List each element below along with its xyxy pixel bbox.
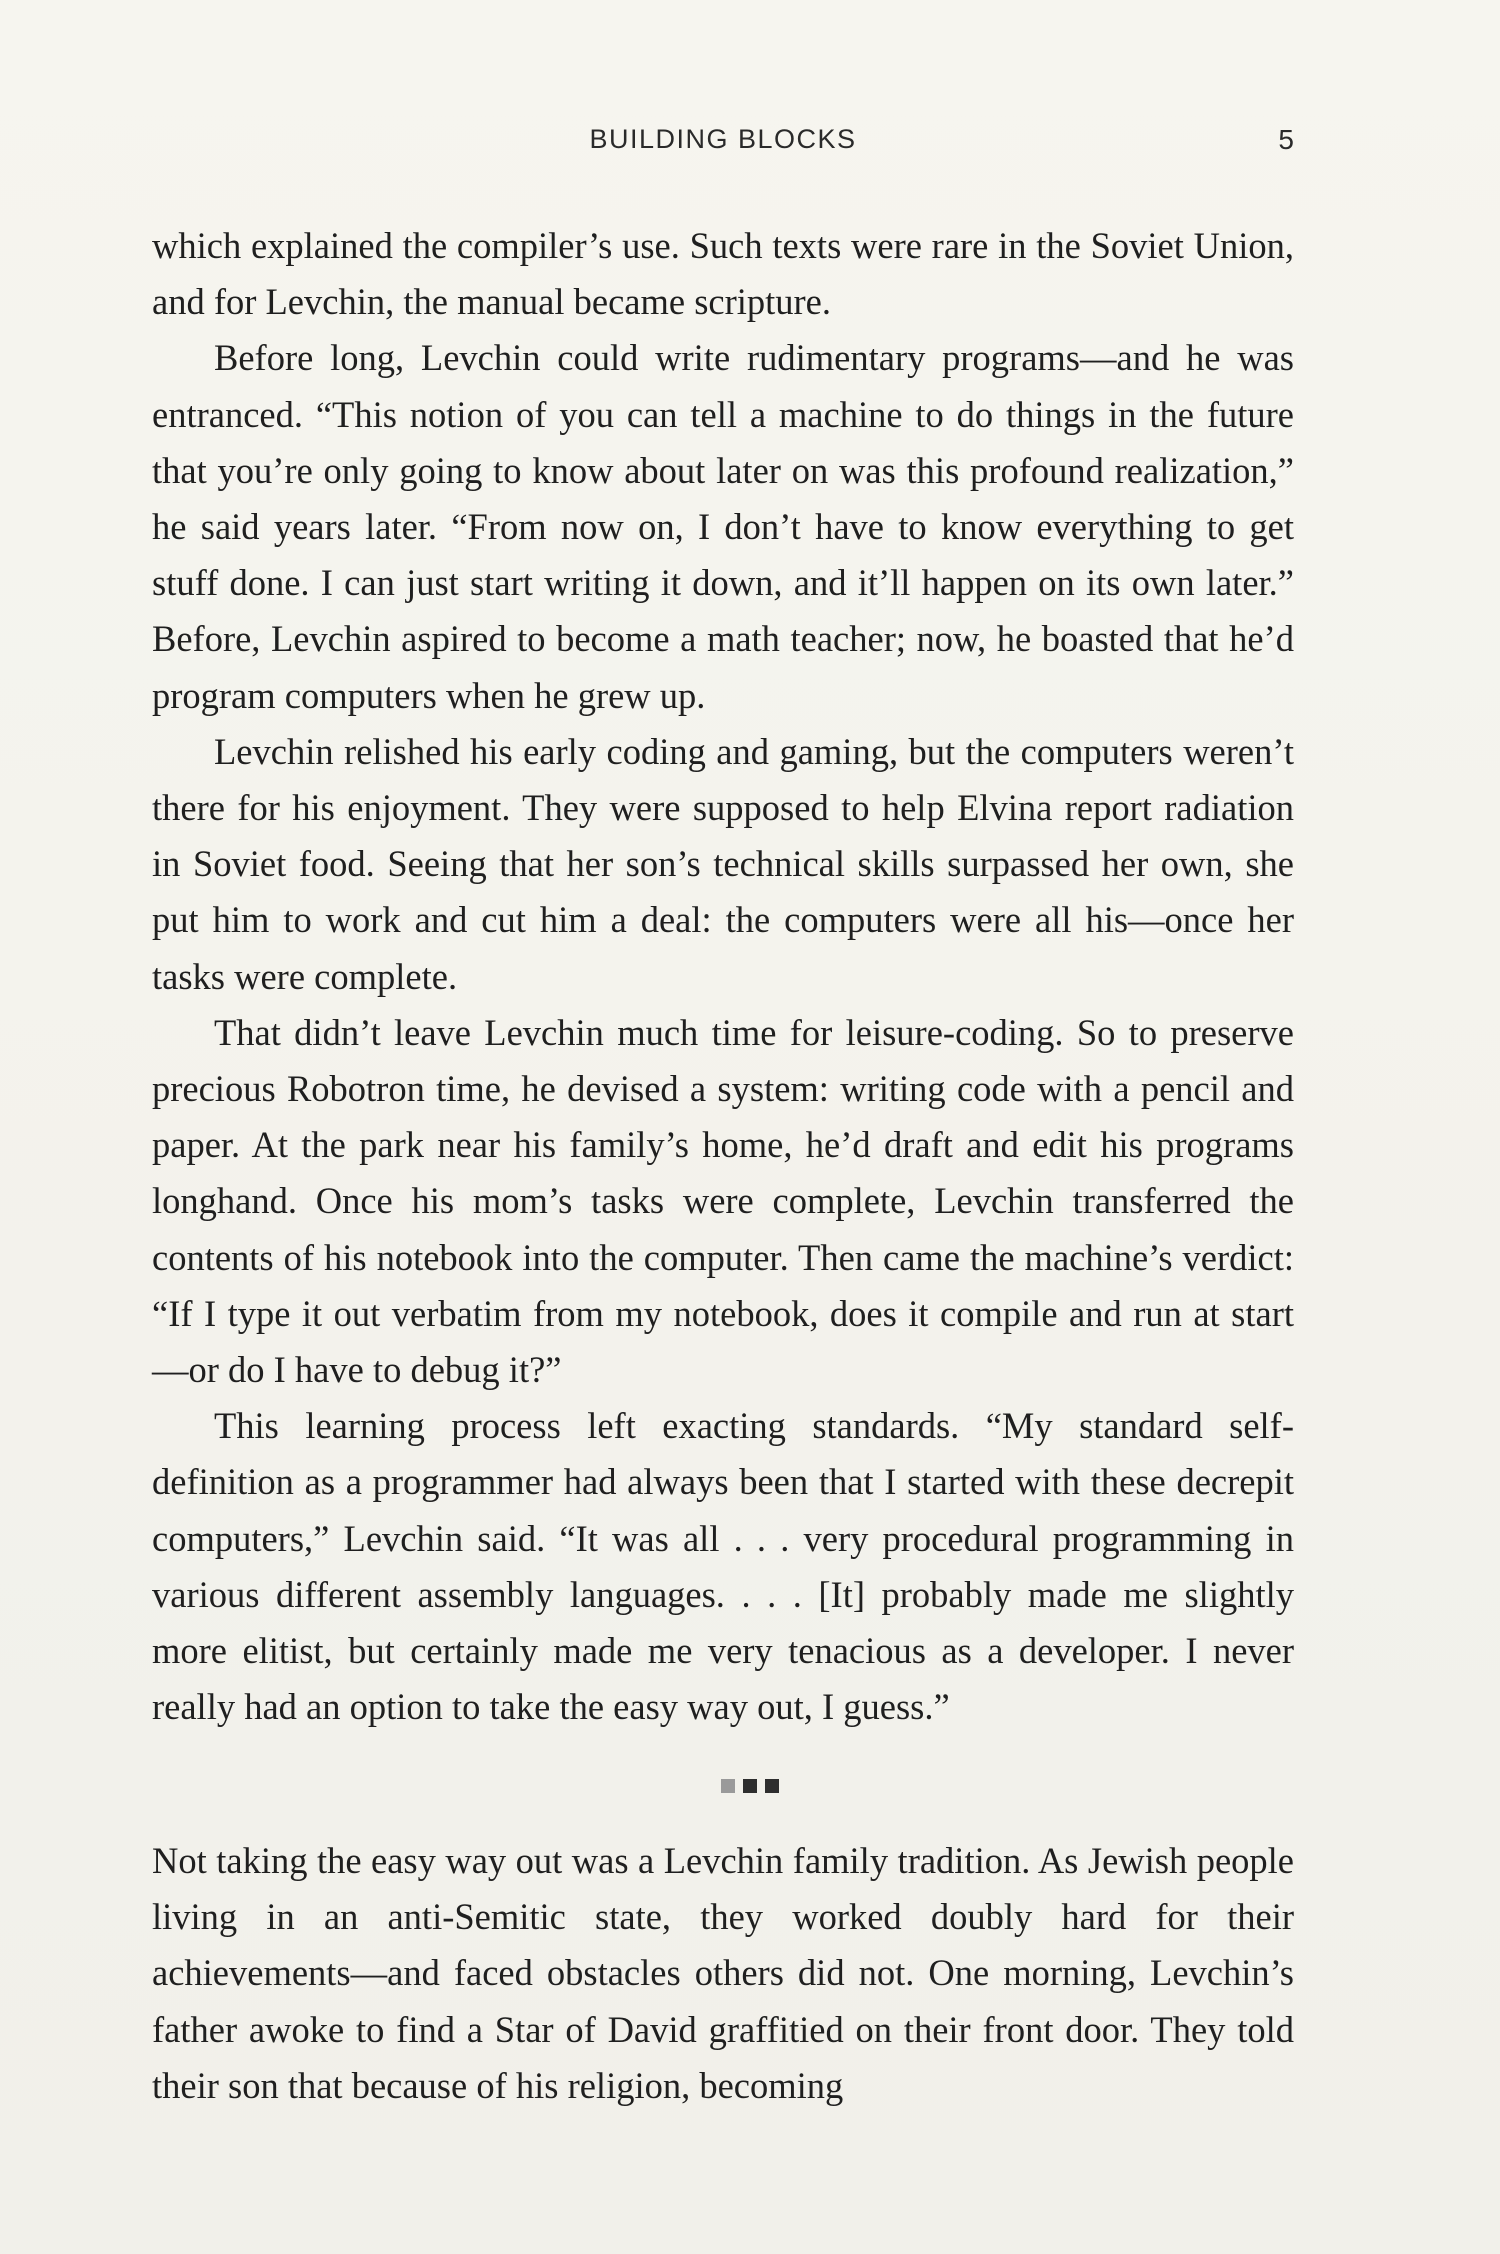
section-break-ornament <box>0 1779 1500 1799</box>
ornament-square <box>721 1779 735 1793</box>
body-text-section-2 <box>152 1833 1294 2114</box>
running-title: BUILDING BLOCKS <box>589 124 857 154</box>
paragraph: Levchin relished his early coding and gaming, but the computers weren’t there for his enjoyment. They were supposed to help Elvina report radiation in Soviet food. Seeing that her son’s technical skills surpassed her own, she put him to work and cut him a deal: the computers were all his—once her tasks were complete. <box>152 730 1294 997</box>
paragraph: Before long, Levchin could write rudimentary programs—and he was entranced. “This notion of you can tell a machine to do things in the future that you’re only going to know about later on was this profound realization,” he said years later. “From now on, I don’t have to know everything to get stuff done. I can just start writing it down, and it’ll happen on its own later.” Before, Levchin aspired to become a math teacher; now, he boasted that he’d program computers when he grew up. <box>152 337 1294 716</box>
paragraph: That didn’t leave Levchin much time for leisure-coding. So to preserve precious Robotron time, he devised a system: writing code with a pencil and paper. At the park near his family’s home, he’d draft and edit his programs longhand. Once his mom’s tasks were complete, Levchin transferred the contents of his notebook into the computer. Then came the machine’s verdict: “If I type it out verbatim from my notebook, does it compile and run at start—or do I have to debug it?” <box>152 1011 1294 1391</box>
page-number: 5 <box>1278 124 1294 155</box>
body-text-section-1 <box>152 218 1294 1735</box>
ornament-square <box>765 1779 779 1793</box>
paragraph: which explained the compiler’s use. Such texts were rare in the Soviet Union, and for Levchin, the manual became scripture. <box>152 225 1294 323</box>
paragraph: Not taking the easy way out was a Levchin family tradition. As Jewish people living in an anti-Semitic state, they worked doubly hard for their achievements—and faced obstacles others did not. One morning, Levchin’s father awoke to find a Star of David graffitied on their front door. They told their son that because of his religion, becoming <box>152 1840 1294 2106</box>
paragraph: This learning process left exacting standards. “My standard self-definition as a programmer had always been that I started with these decrepit computers,” Levchin said. “It was all . . . very procedural programming in various different assembly languages. . . . [It] probably made me slightly more elitist, but certainly made me very tenacious as a developer. I never really had an option to take the easy way out, I guess.” <box>152 1405 1294 1728</box>
running-header <box>152 124 1294 168</box>
ornament-square <box>743 1779 757 1793</box>
